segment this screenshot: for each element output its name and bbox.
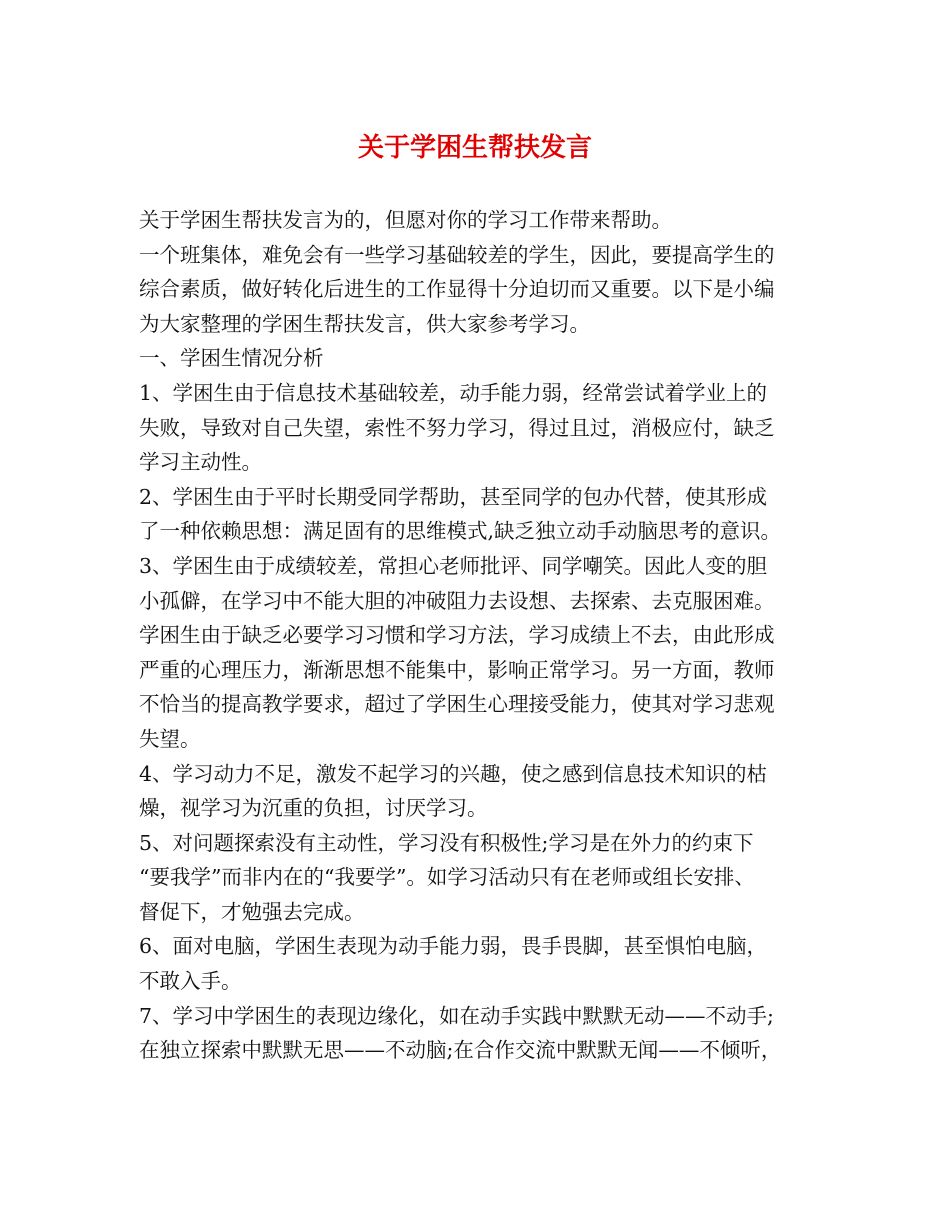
paragraph-line: 学习主动性。 — [139, 450, 262, 475]
paragraph-line: 在独立探索中默默无思——不动脑;在合作交流中默默无闻——不倾听， — [139, 1038, 782, 1063]
paragraph-line: 学困生由于缺乏必要学习习惯和学习方法，学习成绩上不去，由此形成 — [139, 623, 775, 648]
paragraph-line: 督促下，才勉强去完成。 — [139, 899, 365, 924]
paragraph-line: 一个班集体，难免会有一些学习基础较差的学生，因此，要提高学生的 — [139, 242, 775, 267]
paragraph-line: 关于学困生帮扶发言为的，但愿对你的学习工作带来帮助。 — [139, 208, 672, 232]
paragraph-line: 2、学困生由于平时长期受同学帮助，甚至同学的包办代替，使其形成 — [139, 484, 768, 509]
paragraph-line: 6、面对电脑，学困生表现为动手能力弱，畏手畏脚，甚至惧怕电脑， — [139, 934, 768, 959]
paragraph-line: “要我学”而非内在的“我要学”。如学习活动只有在老师或组长安排、 — [139, 865, 755, 890]
paragraph-line: 失望。 — [139, 726, 201, 751]
paragraph-line: 不敢入手。 — [139, 969, 242, 994]
paragraph-line: 1、学困生由于信息技术基础较差，动手能力弱，经常尝试着学业上的 — [139, 380, 768, 405]
paragraph-line: 不恰当的提高教学要求，超过了学困生心理接受能力，使其对学习悲观 — [139, 692, 775, 717]
section-heading: 一、学困生情况分析 — [139, 346, 324, 371]
paragraph-line: 小孤僻，在学习中不能大胆的冲破阻力去设想、去探索、去克服困难。 — [139, 588, 775, 613]
paragraph-line: 了一种依赖思想：满足固有的思维模式,缺乏独立动手动脑思考的意识。 — [139, 519, 782, 544]
document-title: 关于学困生帮扶发言 — [357, 133, 592, 163]
paragraph-line: 为大家整理的学困生帮扶发言，供大家参考学习。 — [139, 311, 590, 336]
paragraph-line: 综合素质，做好转化后进生的工作显得十分迫切而又重要。以下是小编 — [139, 277, 775, 302]
paragraph-line: 7、学习中学困生的表现边缘化，如在动手实践中默默无动——不动手; — [139, 1003, 774, 1028]
paragraph-line: 5、对问题探索没有主动性，学习没有积极性;学习是在外力的约束下 — [139, 830, 754, 855]
paragraph-line: 严重的心理压力，渐渐思想不能集中，影响正常学习。另一方面，教师 — [139, 657, 775, 682]
paragraph-line: 3、学困生由于成绩较差，常担心老师批评、同学嘲笑。因此人变的胆 — [139, 553, 768, 578]
paragraph-line: 4、学习动力不足，激发不起学习的兴趣，使之感到信息技术知识的枯 — [139, 761, 768, 786]
paragraph-line: 燥，视学习为沉重的负担，讨厌学习。 — [139, 796, 488, 821]
document-body — [139, 203, 839, 1068]
paragraph-line: 失败，导致对自己失望，索性不努力学习，得过且过，消极应付，缺乏 — [139, 415, 775, 440]
